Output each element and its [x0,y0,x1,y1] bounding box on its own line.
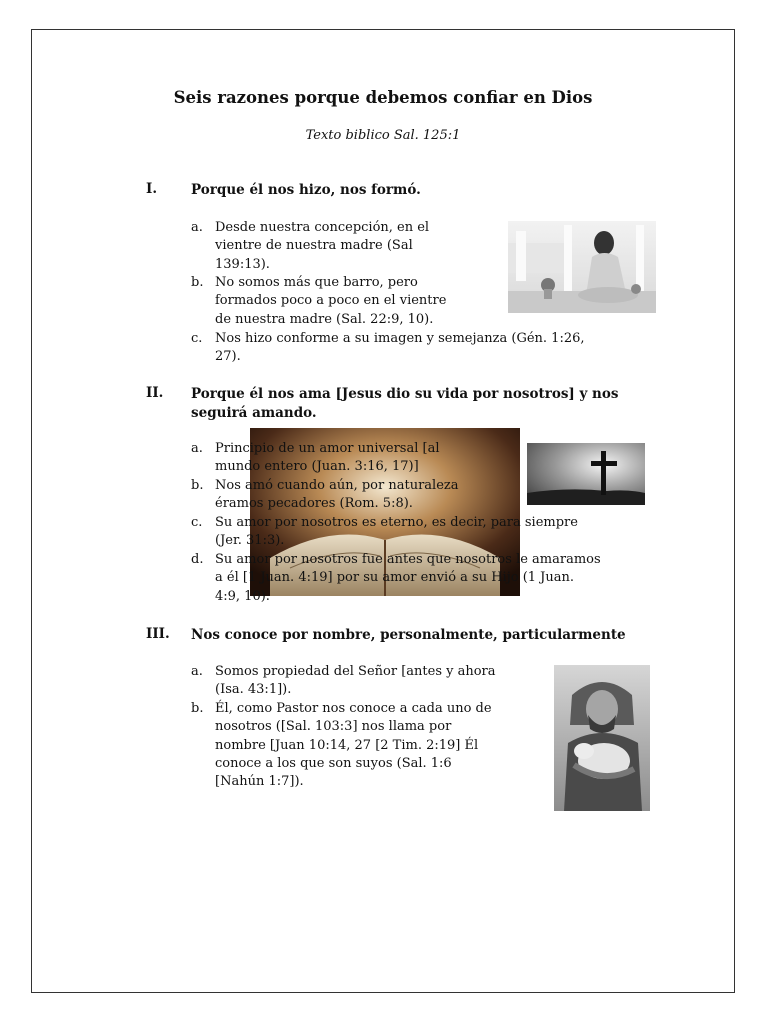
item-line: 4:9, 10). [215,588,270,604]
document-page [31,29,735,993]
item-letter: b. [191,701,204,716]
shepherd-with-lamb-photo [554,665,650,811]
item-line: vientre de nuestra madre (Sal [215,238,413,254]
item-line: éramos pecadores (Rom. 5:8). [215,496,413,512]
section-3-item-b [191,700,531,794]
item-letter: c. [191,331,203,346]
item-letter: b. [191,275,204,290]
item-line: Nos hizo conforme a su imagen y semejanza (Gén. 1:26, [215,331,585,346]
item-line: Somos propiedad del Señor [antes y ahora [215,664,496,679]
item-line: Su amor por nosotros fue antes que nosotros le amaramos [215,552,601,567]
document-title: Seis razones porque debemos confiar en Dios [173,88,593,107]
section-2-item-a [191,440,521,478]
section-title-line: Porque él nos ama [Jesus dio su vida por nosotros] y nos [191,386,619,402]
cross-photo [527,443,645,505]
section-1-item-a [191,219,511,275]
item-letter: a. [191,441,203,456]
item-line: nosotros ([Sal. 103:3] nos llama por [215,719,452,735]
item-line: Su amor por nosotros es eterno, es decir, para siempre [215,515,578,530]
item-line: 27). [215,349,241,365]
item-line: nombre [Juan 10:14, 27 [2 Tim. 2:19] Él [215,737,479,753]
item-line: mundo entero (Juan. 3:16, 17)] [215,459,419,475]
section-3-title: Nos conoce por nombre, personalmente, particularmente [191,627,626,643]
item-letter: b. [191,478,204,493]
item-line: [Nahún 1:7]). [215,774,304,790]
item-letter: a. [191,220,203,235]
item-line: Desde nuestra concepción, en el [215,220,430,235]
item-line: conoce a los que son suyos (Sal. 1:6 [215,755,452,771]
section-1-numeral: I. [146,181,158,197]
section-2-item-d [191,551,691,607]
document-subtitle: Texto biblico Sal. 125:1 [305,128,461,143]
section-3-numeral: III. [146,626,170,642]
item-line: Nos amó cuando aún, por naturaleza [215,478,459,493]
item-line: Principio de un amor universal [al [215,441,440,456]
item-line: (Jer. 31:3). [215,533,285,549]
item-line: 139:13). [215,256,270,272]
section-2-item-c [191,514,691,552]
item-line: (Isa. 43:1]). [215,682,292,698]
section-1-item-b [191,274,511,330]
item-line: Él, como Pastor nos conoce a cada uno de [215,701,492,716]
section-1-item-c [191,330,671,368]
section-2-title [191,385,671,423]
item-letter: d. [191,552,204,567]
section-2-numeral: II. [146,385,164,401]
item-line: a él [1 Juan. 4:19] por su amor envió a su Hijo (1 Juan. [215,570,575,586]
pregnant-woman-photo [508,221,656,313]
section-3-item-a [191,663,531,701]
item-letter: c. [191,515,203,530]
section-1-title: Porque él nos hizo, nos formó. [191,182,421,198]
item-line: de nuestra madre (Sal. 22:9, 10). [215,311,434,327]
item-line: formados poco a poco en el vientre [215,293,447,309]
section-2-item-b [191,477,521,515]
item-line: No somos más que barro, pero [215,275,418,290]
section-title-line: seguirá amando. [191,405,317,421]
item-letter: a. [191,664,203,679]
